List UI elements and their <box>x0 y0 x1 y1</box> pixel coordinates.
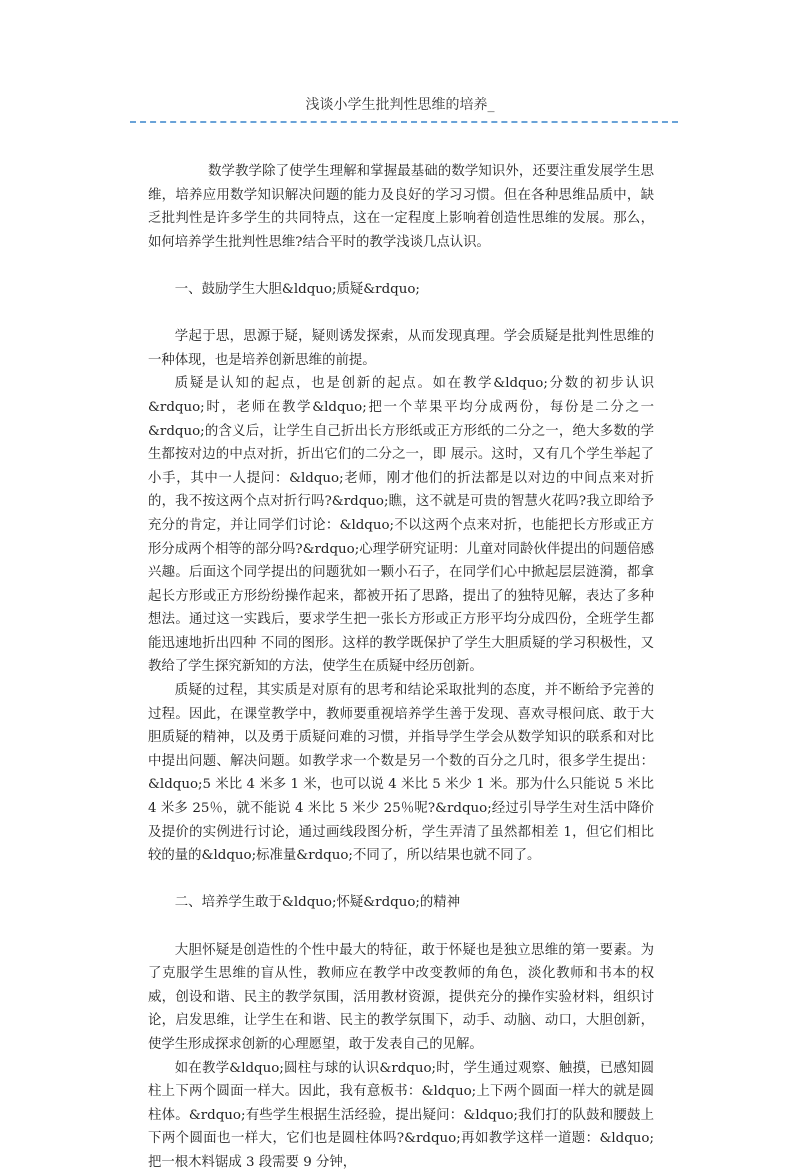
paragraph: 学起于思，思源于疑，疑则诱发探索，从而发现真理。学会质疑是批判性思维的一种体现，也是培养创新思维的前提。 <box>148 329 654 368</box>
paragraph: 质疑的过程，其实质是对原有的思考和结论采取批判的态度，并不断给予完善的过程。因此，在课堂教学中，教师要重视培养学生善于发现、喜欢寻根问底、敢于大胆质疑的精神，以及勇于质疑问难的习惯，并指导学生学会从数学知识的联系和对比中提出问题、解决问题。如教学求一个数是另一个数的百分之几时，很多学生提出：&ldquo;5 米比 4 米多 1 米，也可以说 4 米比 5 米少 1 米。那为什么只能说 5 米比 4 米多 25％，就不能说 4 米比 5 米少 25％呢?&rdquo;经过引导学生对生活中降价及提价的实例进行讨论，通过画线段图分析，学生弄清了虽然都相差 1，但它们相比较的量的&ldquo;标准量&rdquo;不同了，所以结果也就不同了。 <box>148 683 654 864</box>
paragraph: 质疑是认知的起点，也是创新的起点。如在教学&ldquo;分数的初步认识&rdquo;时，老师在教学&ldquo;把一个苹果平均分成两份，每份是二分之一&rdquo;的含义后，让学生自己折出长方形纸或正方形纸的二分之一，绝大多数的学生都按对边的中点对折，折出它们的二分之一，即 展示。这时，又有几个学生举起了小手，其中一人提问：&ldquo;老师，刚才他们的折法都是以对边的中间点来对折的，我不按这两个点对折行吗?&rdquo;瞧，这不就是可贵的智慧火花吗?我立即给予充分的肯定，并让同学们讨论：&ldquo;不以这两个点来对折，也能把长方形或正方形分成两个相等的部分吗?&rdquo;心理学研究证明：儿童对同龄伙伴提出的问题倍感兴趣。后面这个同学提出的问题犹如一颗小石子，在同学们心中掀起层层涟漪，都拿起长方形或正方形纷纷操作起来，都被开拓了思路，提出了的独特见解，表达了多种想法。通过这一实践后，要求学生把一张长方形或正方形平均分成四份，全班学生都能迅速地折出四种 不同的图形。这样的教学既保护了学生大胆质疑的学习积极性，又教给了学生探究新知的方法，使学生在质疑中经历创新。 <box>148 376 654 675</box>
intro-paragraph: 数学教学除了使学生理解和掌握最基础的数学知识外，还要注重发展学生思维，培养应用数学知识解决问题的能力及良好的学习习惯。但在各种思维品质中，缺乏批判性是许多学生的共同特点，这在一定程度上影响着创造性思维的发展。那么，如何培养学生批判性思维?结合平时的教学浅谈几点认识。 <box>148 164 654 250</box>
section-heading: 一、鼓励学生大胆&ldquo;质疑&rdquo; <box>174 281 420 297</box>
article-body <box>148 160 654 1175</box>
spacer <box>148 302 654 326</box>
spacer <box>148 254 654 278</box>
title-divider <box>130 121 678 123</box>
section-heading: 二、培养学生敢于&ldquo;怀疑&rdquo;的精神 <box>174 895 461 911</box>
paragraph: 大胆怀疑是创造性的个性中最大的特征，敢于怀疑也是独立思维的第一要素。为了克服学生思维的盲从性，教师应在教学中改变教师的角色，淡化教师和书本的权威，创设和谐、民主的教学氛围，活用教材资源，提供充分的操作实验材料，组织讨论，启发思维，让学生在和谐、民主的教学氛围下，动手、动脑、动口，大胆创新，使学生形成探求创新的心理愿望，敢于发表自己的见解。 <box>148 942 654 1052</box>
spacer <box>148 915 654 939</box>
paragraph: 如在教学&ldquo;圆柱与球的认识&rdquo;时，学生通过观察、触摸，已感知圆柱上下两个圆面一样大。因此，我有意板书：&ldquo;上下两个圆面一样大的就是圆柱体。&rdquo;有些学生根据生活经验，提出疑问：&ldquo;我们打的队鼓和腰鼓上下两个圆面也一样大，它们也是圆柱体吗?&rdquo;再如教学这样一道题：&ldquo;把一根木料锯成 3 段需要 9 分钟， <box>148 1060 654 1170</box>
page-title: 浅谈小学生批判性思维的培养_ <box>305 97 495 113</box>
spacer <box>148 868 654 892</box>
